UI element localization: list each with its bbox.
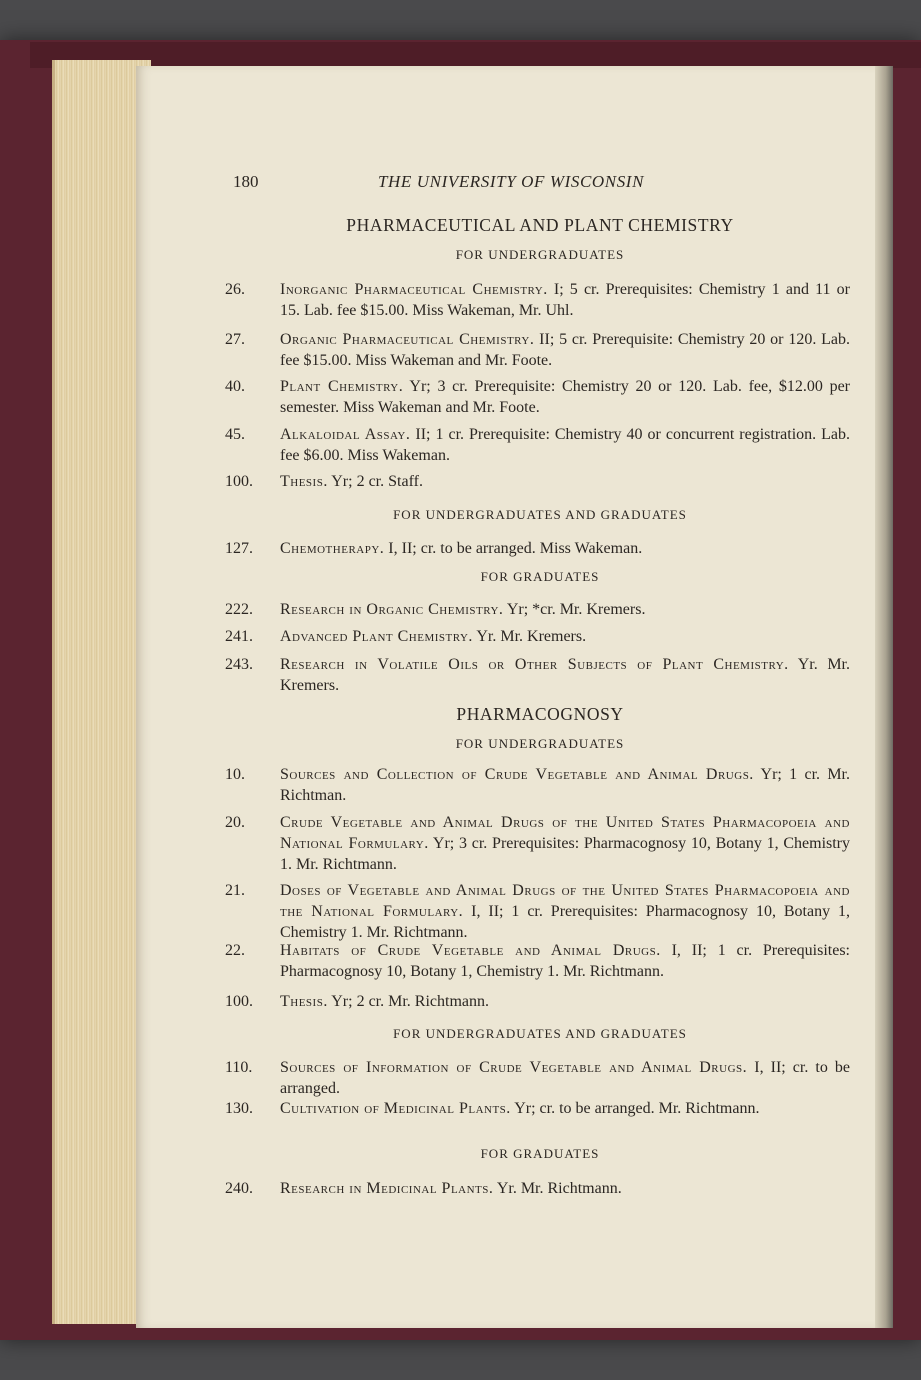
course-number: 110.: [225, 1059, 253, 1076]
course-details: Yr; 3 cr. Prerequisites: Pharmacognosy 10, Botany 1, Chemistry 1. Mr. Richtmann.: [280, 835, 851, 873]
course-title: Crude Vegetable and Animal Drugs of the United States Pharmacopoeia and National Formulary.: [280, 814, 850, 852]
course-title: Organic Pharmaceutical Chemistry.: [280, 331, 535, 348]
course-number: 222.: [225, 601, 253, 618]
course-entry: [225, 812, 850, 875]
course-details: II; 1 cr. Prerequisite: Chemistry 40 or concurrent registration. Lab. fee $6.00. Miss Wakeman.: [280, 426, 851, 464]
course-title: Alkaloidal Assay.: [280, 426, 411, 443]
page-header: [233, 172, 703, 194]
course-entry: [225, 1178, 850, 1199]
course-number: 243.: [225, 656, 253, 673]
course-number: 240.: [225, 1180, 253, 1197]
course-details: I, II; cr. to be arranged.: [280, 1059, 851, 1097]
section-title-pharmacognosy: PHARMACOGNOSY: [456, 704, 624, 724]
course-number: 100.: [225, 993, 253, 1010]
course-details: Yr; *cr. Mr. Kremers.: [506, 601, 646, 618]
running-title: THE UNIVERSITY OF WISCONSIN: [378, 172, 645, 191]
course-number: 21.: [225, 882, 245, 899]
course-entry: [225, 1098, 850, 1119]
course-entry: [225, 654, 850, 696]
course-entry: [225, 599, 850, 620]
course-title: Research in Volatile Oils or Other Subjects of Plant Chemistry.: [280, 656, 789, 673]
course-entry: [225, 991, 850, 1012]
course-entry: [225, 940, 850, 982]
subheading-graduates: FOR GRADUATES: [480, 1146, 600, 1161]
course-number: 22.: [225, 942, 245, 959]
section-title-pharmaceutical-chemistry: PHARMACEUTICAL AND PLANT CHEMISTRY: [346, 215, 734, 235]
course-title: Research in Medicinal Plants.: [280, 1180, 494, 1197]
course-title: Habitats of Crude Vegetable and Animal Drugs.: [280, 942, 661, 959]
course-number: 40.: [225, 378, 245, 395]
course-details: II; 5 cr. Prerequisite: Chemistry 20 or 120. Lab. fee $15.00. Miss Wakeman and Mr. Foote.: [280, 331, 850, 369]
course-details: Yr. Mr. Kremers.: [280, 656, 850, 694]
course-details: Yr; 2 cr. Mr. Richtmann.: [331, 993, 490, 1010]
course-number: 26.: [225, 281, 245, 298]
course-title: Research in Organic Chemistry.: [280, 601, 504, 618]
course-entry: [225, 1057, 850, 1099]
subheading-undergraduates: FOR UNDERGRADUATES: [455, 247, 625, 262]
course-entry: [225, 764, 850, 806]
course-entry: [225, 880, 850, 943]
subheading-undergraduates: FOR UNDERGRADUATES: [455, 736, 625, 751]
course-title: Sources of Information of Crude Vegetable and Animal Drugs.: [280, 1059, 748, 1076]
course-entry: [225, 471, 850, 492]
course-details: Yr; 2 cr. Staff.: [331, 473, 423, 490]
subheading-graduates: FOR GRADUATES: [480, 569, 600, 584]
course-entry: [225, 538, 850, 559]
course-title: Cultivation of Medicinal Plants.: [280, 1100, 511, 1117]
course-details: Yr. Mr. Richtmann.: [496, 1180, 622, 1197]
page-number: 180: [233, 172, 259, 191]
course-number: 27.: [225, 331, 245, 348]
course-title: Inorganic Pharmaceutical Chemistry.: [280, 281, 548, 298]
course-number: 45.: [225, 426, 245, 443]
course-entry: [225, 376, 850, 418]
course-entry: [225, 424, 850, 466]
subheading-undergraduates-and-graduates: FOR UNDERGRADUATES AND GRADUATES: [393, 1026, 687, 1041]
course-title: Thesis.: [280, 993, 328, 1010]
course-details: I; 5 cr. Prerequisites: Chemistry 1 and 11 or 15. Lab. fee $15.00. Miss Wakeman, Mr. Uhl.: [280, 281, 851, 319]
course-title: Thesis.: [280, 473, 328, 490]
course-number: 100.: [225, 473, 253, 490]
course-number: 130.: [225, 1100, 253, 1117]
course-title: Chemotherapy.: [280, 540, 385, 557]
course-title: Plant Chemistry.: [280, 378, 404, 395]
course-details: Yr. Mr. Kremers.: [476, 628, 587, 645]
course-details: I, II; cr. to be arranged. Miss Wakeman.: [388, 540, 643, 557]
course-number: 20.: [225, 814, 245, 831]
course-title: Doses of Vegetable and Animal Drugs of the United States Pharmacopoeia and the National Formulary.: [280, 882, 850, 920]
course-title: Advanced Plant Chemistry.: [280, 628, 473, 645]
course-details: Yr; cr. to be arranged. Mr. Richtmann.: [514, 1100, 760, 1117]
course-entry: [225, 329, 850, 371]
course-entry: [225, 279, 850, 321]
course-number: 241.: [225, 628, 253, 645]
course-details: I, II; 1 cr. Prerequisites: Pharmacognosy 10, Botany 1, Chemistry 1. Mr. Richtmann.: [280, 942, 851, 980]
course-entry: [225, 626, 850, 647]
course-details: I, II; 1 cr. Prerequisites: Pharmacognosy 10, Botany 1, Chemistry 1. Mr. Richtmann.: [280, 903, 851, 941]
course-details: Yr; 3 cr. Prerequisite: Chemistry 20 or 120. Lab. fee, $12.00 per semester. Miss Wakeman and Mr. Foote.: [280, 378, 850, 416]
course-number: 127.: [225, 540, 253, 557]
course-details: Yr; 1 cr. Mr. Richtman.: [280, 766, 851, 804]
subheading-undergraduates-and-graduates: FOR UNDERGRADUATES AND GRADUATES: [393, 507, 687, 522]
course-title: Sources and Collection of Crude Vegetable and Animal Drugs.: [280, 766, 754, 783]
course-number: 10.: [225, 766, 245, 783]
